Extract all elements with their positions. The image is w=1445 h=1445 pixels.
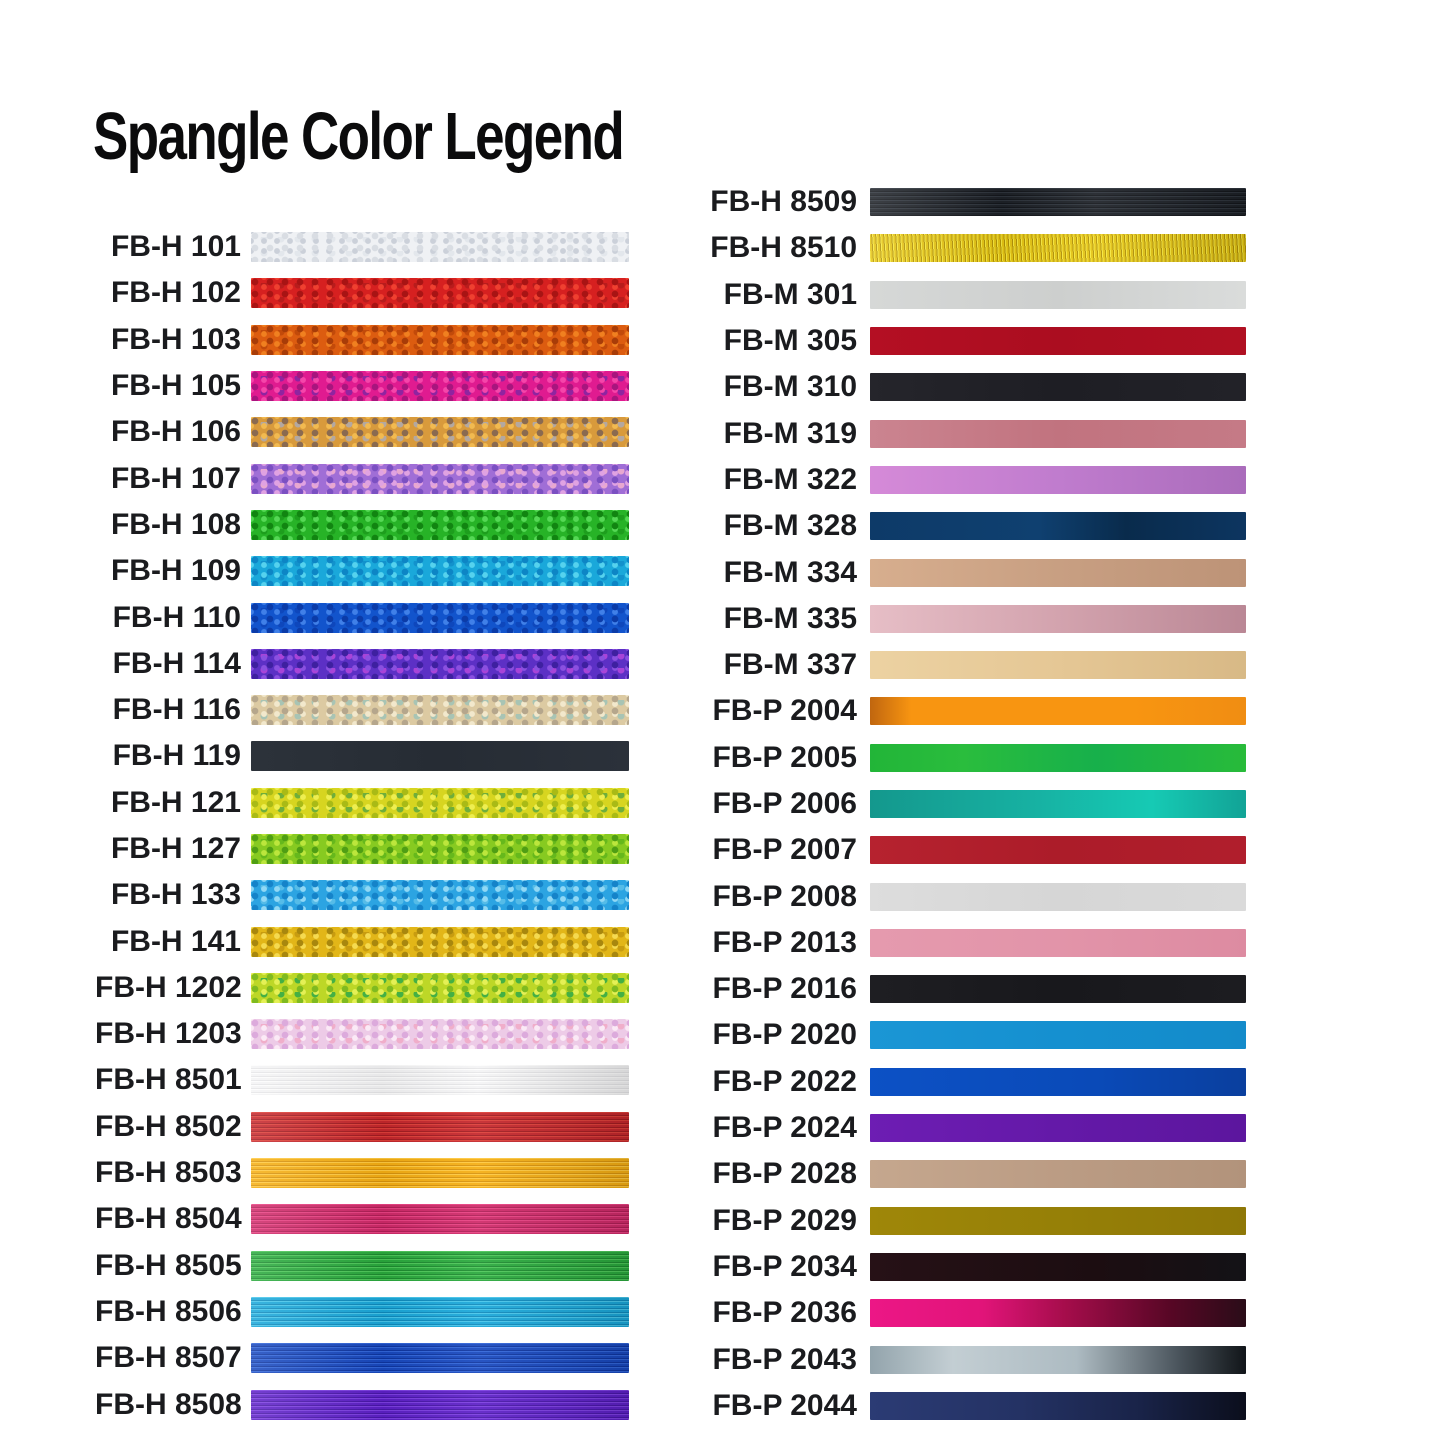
swatch-label: FB-P 2034: [712, 1249, 857, 1283]
color-swatch: [870, 1299, 1246, 1327]
legend-row: [95, 918, 629, 964]
color-swatch: [870, 836, 1246, 864]
legend-row: [660, 688, 1246, 734]
color-swatch: [870, 234, 1246, 262]
color-swatch: [251, 232, 629, 262]
legend-row: [95, 965, 629, 1011]
legend-row: [660, 1198, 1246, 1244]
color-swatch: [870, 1068, 1246, 1096]
swatch-label: FB-H 8505: [95, 1248, 242, 1282]
legend-row: [95, 363, 629, 409]
color-swatch: [251, 1204, 629, 1234]
color-swatch: [870, 651, 1246, 679]
color-swatch: [870, 420, 1246, 448]
legend-row: [660, 179, 1246, 225]
swatch-label: FB-H 103: [110, 322, 241, 356]
page-title: Spangle Color Legend: [93, 99, 624, 174]
color-swatch: [251, 741, 629, 771]
legend-row: [95, 872, 629, 918]
color-swatch: [870, 188, 1246, 216]
legend-row: [660, 827, 1246, 873]
swatch-label: FB-H 121: [110, 785, 241, 819]
legend-row: [660, 1151, 1246, 1197]
swatch-label: FB-P 2004: [712, 694, 857, 728]
color-swatch: [870, 1392, 1246, 1420]
swatch-label: FB-H 8503: [95, 1156, 242, 1190]
swatch-label: FB-P 2007: [712, 833, 857, 867]
legend-row: [660, 642, 1246, 688]
legend-row: [95, 455, 629, 501]
color-swatch: [251, 371, 629, 401]
swatch-label: FB-H 109: [110, 554, 241, 588]
color-swatch: [251, 1112, 629, 1142]
color-swatch: [251, 510, 629, 540]
swatch-label: FB-P 2029: [712, 1203, 857, 1237]
color-swatch: [870, 1253, 1246, 1281]
color-swatch: [251, 1019, 629, 1049]
color-swatch: [251, 1065, 629, 1095]
swatch-label: FB-H 8504: [95, 1202, 242, 1236]
swatch-label: FB-M 335: [723, 601, 857, 635]
legend-row: [660, 1290, 1246, 1336]
legend-row: [95, 826, 629, 872]
swatch-label: FB-H 133: [110, 878, 241, 912]
color-swatch: [251, 695, 629, 725]
swatch-label: FB-H 1202: [95, 970, 242, 1004]
swatch-label: FB-H 141: [110, 924, 241, 958]
color-swatch: [251, 880, 629, 910]
color-swatch: [251, 278, 629, 308]
legend-row: [660, 1012, 1246, 1058]
color-swatch: [870, 512, 1246, 540]
legend-row: [95, 1104, 629, 1150]
legend-row: [660, 1059, 1246, 1105]
swatch-label: FB-H 8502: [95, 1109, 242, 1143]
legend-row: [660, 503, 1246, 549]
legend-row: [660, 410, 1246, 456]
swatch-label: FB-M 334: [723, 555, 857, 589]
legend-row: [95, 1289, 629, 1335]
legend-row: [95, 687, 629, 733]
swatch-label: FB-P 2043: [712, 1342, 857, 1376]
color-swatch: [251, 325, 629, 355]
swatch-label: FB-H 1203: [95, 1017, 242, 1051]
swatch-label: FB-P 2022: [712, 1064, 857, 1098]
swatch-label: FB-P 2013: [712, 925, 857, 959]
legend-row: [660, 781, 1246, 827]
color-swatch: [870, 466, 1246, 494]
swatch-label: FB-H 101: [110, 230, 241, 264]
legend-row: [660, 1244, 1246, 1290]
legend-row: [95, 548, 629, 594]
color-swatch: [251, 1390, 629, 1420]
legend-rows-right: [660, 179, 1246, 1429]
swatch-label: FB-M 337: [723, 648, 857, 682]
legend-row: [660, 966, 1246, 1012]
swatch-label: FB-P 2005: [712, 740, 857, 774]
legend-column-right: [660, 179, 1246, 1429]
legend-row: [95, 733, 629, 779]
swatch-label: FB-M 310: [723, 370, 857, 404]
swatch-label: FB-H 106: [110, 415, 241, 449]
swatch-label: FB-M 319: [723, 416, 857, 450]
swatch-label: FB-H 108: [110, 507, 241, 541]
color-swatch: [251, 417, 629, 447]
legend-row: [660, 873, 1246, 919]
swatch-label: FB-H 8507: [95, 1341, 242, 1375]
swatch-label: FB-M 301: [723, 277, 857, 311]
swatch-label: FB-M 328: [723, 509, 857, 543]
color-swatch: [251, 603, 629, 633]
swatch-label: FB-H 8501: [95, 1063, 242, 1097]
swatch-label: FB-M 322: [723, 462, 857, 496]
legend-column-left: [95, 224, 629, 1428]
swatch-label: FB-H 119: [112, 739, 241, 773]
legend-row: [660, 457, 1246, 503]
legend-row: [95, 1243, 629, 1289]
legend-row: [660, 225, 1246, 271]
legend-row: [660, 920, 1246, 966]
color-swatch: [870, 373, 1246, 401]
swatch-label: FB-H 8510: [710, 231, 857, 265]
swatch-label: FB-H 8509: [710, 185, 857, 219]
legend-row: [95, 1057, 629, 1103]
legend-row: [95, 1150, 629, 1196]
color-swatch: [870, 697, 1246, 725]
swatch-label: FB-P 2020: [712, 1018, 857, 1052]
swatch-label: FB-P 2024: [712, 1111, 857, 1145]
legend-row: [660, 735, 1246, 781]
legend-row: [95, 224, 629, 270]
legend-row: [95, 409, 629, 455]
legend-row: [660, 1336, 1246, 1382]
legend-row: [660, 272, 1246, 318]
legend-row: [95, 1335, 629, 1381]
legend-row: [95, 502, 629, 548]
legend-row: [95, 1011, 629, 1057]
color-swatch: [870, 790, 1246, 818]
color-swatch: [251, 788, 629, 818]
color-swatch: [251, 1343, 629, 1373]
swatch-label: FB-P 2036: [712, 1296, 857, 1330]
swatch-label: FB-P 2044: [712, 1388, 857, 1422]
legend-row: [660, 364, 1246, 410]
legend-row: [660, 1383, 1246, 1429]
legend-row: [95, 641, 629, 687]
color-swatch: [870, 281, 1246, 309]
legend-row: [95, 1196, 629, 1242]
color-swatch: [251, 834, 629, 864]
color-swatch: [251, 973, 629, 1003]
swatch-label: FB-H 127: [110, 832, 241, 865]
color-swatch: [870, 1021, 1246, 1049]
legend-row: [660, 596, 1246, 642]
color-swatch: [251, 1297, 629, 1327]
legend-row: [95, 270, 629, 316]
legend-row: [95, 317, 629, 363]
legend-row: [660, 549, 1246, 595]
swatch-label: FB-H 110: [112, 600, 241, 634]
legend-row: [95, 594, 629, 640]
swatch-label: FB-P 2016: [712, 972, 857, 1006]
swatch-label: FB-P 2028: [712, 1157, 857, 1191]
swatch-label: FB-H 105: [110, 369, 241, 403]
swatch-label: FB-H 8508: [95, 1387, 242, 1421]
color-swatch: [870, 929, 1246, 957]
color-swatch: [870, 744, 1246, 772]
color-swatch: [870, 605, 1246, 633]
swatch-label: FB-H 102: [110, 276, 241, 310]
color-swatch: [870, 1346, 1246, 1374]
swatch-label: FB-P 2008: [712, 879, 857, 913]
legend-rows-left: [95, 224, 629, 1428]
color-swatch: [251, 1158, 629, 1188]
color-swatch: [870, 1160, 1246, 1188]
swatch-label: FB-H 114: [112, 646, 241, 680]
swatch-label: FB-H 116: [112, 693, 241, 727]
legend-row: [95, 1381, 629, 1427]
swatch-label: FB-H 107: [110, 461, 241, 495]
swatch-label: FB-H 8506: [95, 1294, 242, 1328]
color-swatch: [870, 1207, 1246, 1235]
color-swatch: [251, 927, 629, 957]
color-swatch: [251, 649, 629, 679]
color-swatch: [870, 883, 1246, 911]
color-swatch: [870, 327, 1246, 355]
color-swatch: [870, 559, 1246, 587]
color-swatch: [251, 556, 629, 586]
legend-row: [660, 1105, 1246, 1151]
color-swatch: [251, 464, 629, 494]
swatch-label: FB-M 305: [723, 324, 857, 358]
color-swatch: [251, 1251, 629, 1281]
color-swatch: [870, 975, 1246, 1003]
legend-row: [95, 780, 629, 826]
color-swatch: [870, 1114, 1246, 1142]
swatch-label: FB-P 2006: [712, 787, 857, 820]
legend-row: [660, 318, 1246, 364]
